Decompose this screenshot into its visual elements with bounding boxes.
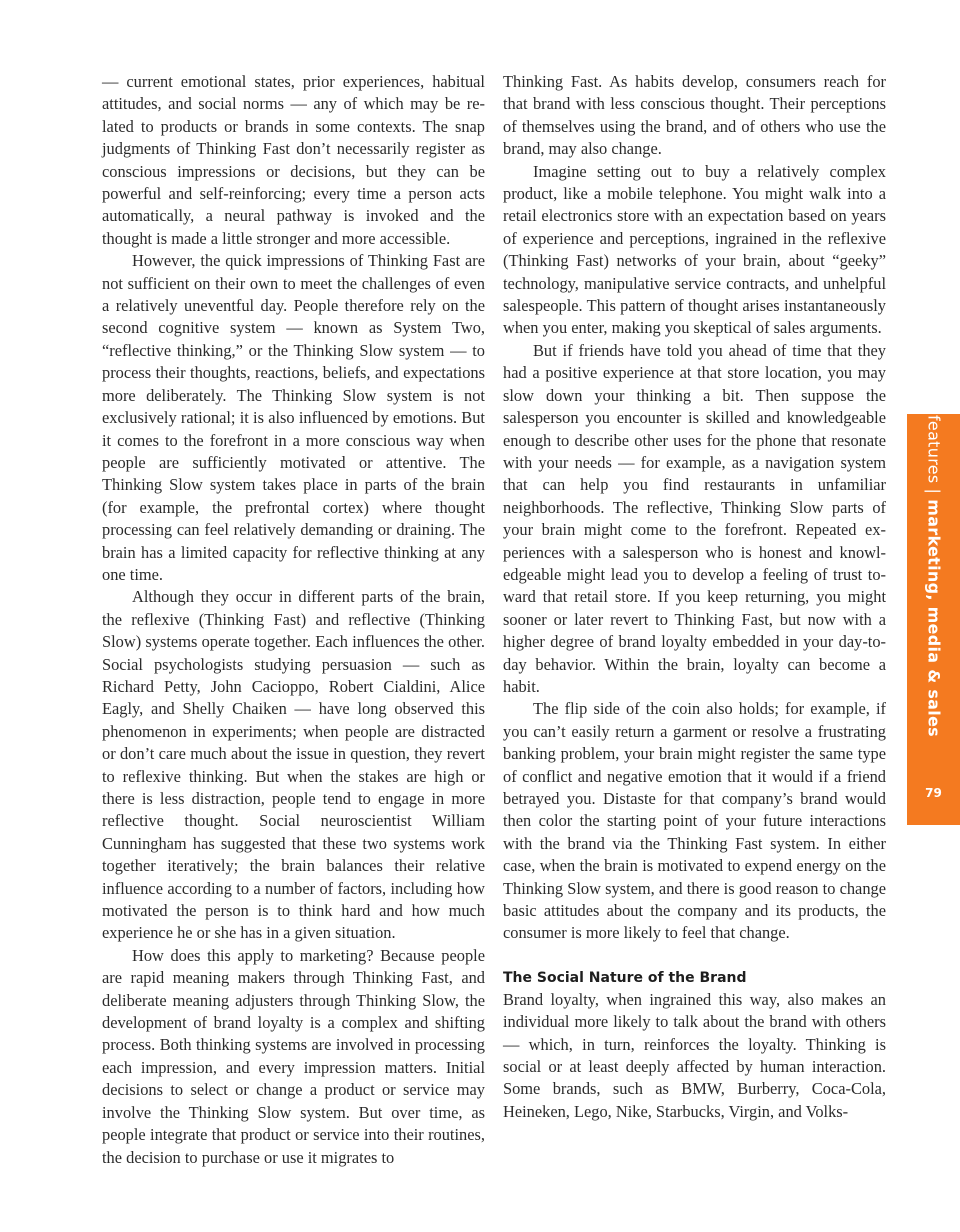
page-number: 79	[925, 786, 942, 800]
section-separator: |	[924, 488, 943, 495]
section-name: features	[924, 415, 943, 484]
section-tab	[907, 414, 960, 825]
section-tab-label	[924, 415, 943, 737]
body-paragraph: Although they occur in different parts of the brain, the reflexive (Thinking Fast) and reflective (Thinking Slow) systems operate together. Each influences the other. Social psychologists studying persuasion — such as Richard Petty, John Cacioppo, Robert Cialdini, Alice Eagly, and Shelly Chaiken — have long observed this phenomenon in experiments; when people are distracted or don’t care much about the issue in question, they revert to reflexive thinking. But when the stakes are high or there is less distraction, people tend to engage in more reflective thought. Social neuroscientist William Cunningham has suggested that these two systems work together iteratively; the brain balances their relative influence according to a number of factors, including how motivated the person is to think hard and how much experience he or she has in a given situation.	[102, 587, 485, 943]
section-topic: marketing, media & sales	[924, 499, 943, 737]
body-paragraph: Thinking Fast. As habits develop, consumers reach for that brand with less conscious thought. Their perceptions of themselves using the brand, and of others who use the brand, may also change.	[503, 72, 886, 159]
right-column	[503, 71, 886, 1123]
body-paragraph: Imagine setting out to buy a relatively complex product, like a mobile telephone. You might walk into a retail electronics store with an expectation based on years of experience and perceptions, ingrained in the reflexive (Thinking Fast) networks of your brain, about “geeky” technology, manipulative service contracts, and unhelpful salespeople. This pattern of thought arises instantaneously when you enter, making you skeptical of sales arguments.	[503, 161, 886, 338]
body-paragraph: Brand loyalty, when ingrained this way, also makes an individual more likely to talk about the brand with others — which, in turn, reinforces the loyalty. Thinking is social or at least deeply affected by human interaction. Some brands, such as BMW, Burberry, Coca-Cola, Heineken, Lego, Nike, Starbucks, Virgin, and Volks-	[503, 989, 886, 1121]
body-paragraph: How does this apply to marketing? Because people are rapid meaning makers through Thinking Fast, and deliberate meaning adjusters through Thinking Slow, the development of brand loyalty is a complex and shifting process. Both thinking systems are involved in processing each impression, and every impression matters. Initial decisions to select or change a product or service may involve the Thinking Slow system. But over time, as people integrate that product or service into their routines, the decision to purchase or use it migrates to	[102, 945, 485, 1167]
left-column	[102, 71, 485, 1169]
section-heading: The Social Nature of the Brand	[503, 969, 747, 986]
body-paragraph: — current emotional states, prior experiences, habitual attitudes, and social norms — any of which may be related to products or brands in some contexts. The snap judgments of Thinking Fast don’t necessarily register as conscious impressions or decisions, but they can be powerful and self-reinforcing; every time a person acts automatically, a neural pathway is invoked and the thought is made a little stronger and more accessible.	[102, 72, 485, 248]
body-paragraph: But if friends have told you ahead of time that they had a positive experience at that store location, you may slow down your thinking a bit. Then suppose the salesperson you encounter is skilled and knowledgeable enough to describe other uses for the phone that resonate with your needs — for example, as a navigation system that can help you find restaurants in unfamiliar neighborhoods. The reflective, Thinking Slow parts of your brain might come to the forefront. Repeated experiences with a salesperson who is honest and knowledgeable might lead you to develop a feeling of trust toward that retail store. If you keep returning, you might sooner or later revert to Thinking Fast, but now with a higher degree of brand loyalty embedded in your day-to-day behavior. Within the brain, loyalty can become a habit.	[503, 340, 886, 696]
body-paragraph: However, the quick impressions of Thinking Fast are not sufficient on their own to meet the challenges of even a relatively uneventful day. People therefore rely on the second cognitive system — known as System Two, “reflective thinking,” or the Thinking Slow system — to process their thoughts, reactions, beliefs, and expectations more deliberately. The Thinking Slow system is not exclusively rational; it is also influenced by emotions. But it comes to the forefront in a more conscious way when people are sufficiently motivated or attentive. The Thinking Slow system takes place in parts of the brain (for example, the prefrontal cortex) where thought processing can feel relatively demanding or draining. The brain has a limited capacity for reflective thinking at any one time.	[102, 251, 485, 584]
body-paragraph: The flip side of the coin also holds; for example, if you can’t easily return a garment or resolve a frustrating banking problem, your brain might register the same type of conflict and negative emotion that it would if a friend betrayed you. Distaste for that company’s brand would then color the starting point of your future interactions with the brand via the Thinking Fast system. In either case, when the brain is motivated to expend energy on the Thinking Slow system, and there is good reason to change basic attitudes about the company and its products, the consumer is more likely to feel that change.	[503, 699, 886, 943]
